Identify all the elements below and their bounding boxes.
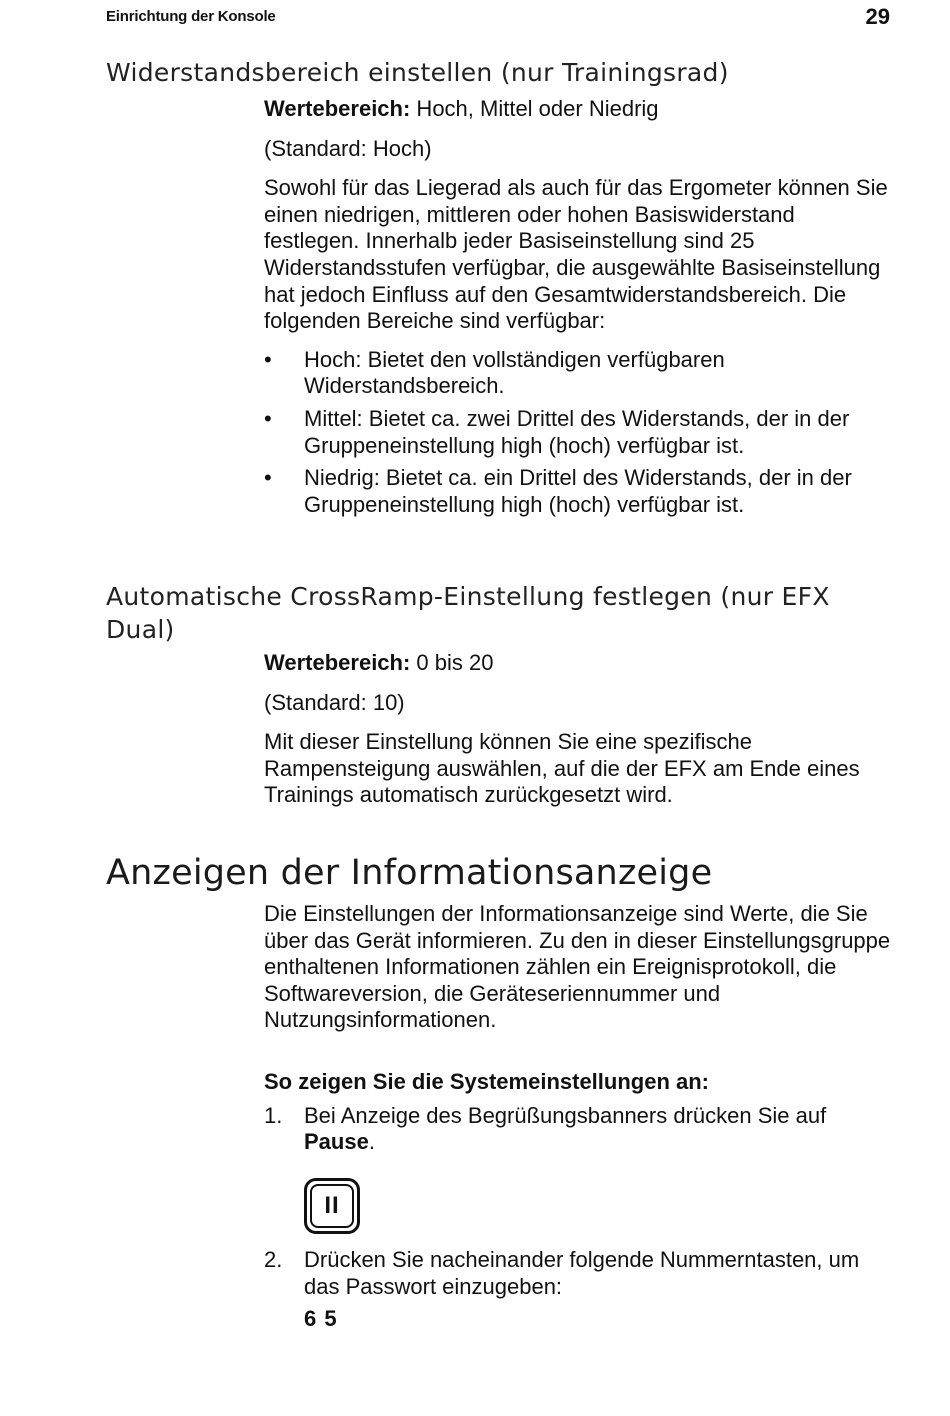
- pause-key-label: II: [310, 1184, 354, 1228]
- step-item: [264, 1247, 894, 1300]
- info-heading: Anzeigen der Informationsanzeige: [106, 853, 713, 893]
- crossramp-default: (Standard: 10): [264, 689, 405, 715]
- bullet-text-low: Niedrig: Bietet ca. ein Drittel des Widerstands, der in der Gruppeneinstellung high (hoch) verfügbar ist.: [304, 465, 852, 517]
- step-emphasis: Pause: [304, 1129, 369, 1155]
- page-number: 29: [865, 4, 890, 29]
- resistance-range: [264, 96, 894, 123]
- info-body: Die Einstellungen der Informationsanzeige sind Werte, die Sie über das Gerät informieren. Zu den in dieser Einstellungsgruppe enthaltenen Informationen zählen ein Ereignisprotokoll, die Softwareversion, die Geräteseriennummer und Nutzungsinformationen.: [264, 901, 891, 1033]
- step-text: Drücken Sie nacheinander folgende Nummerntasten, um das Passwort einzugeben:: [304, 1247, 860, 1299]
- step-suffix: .: [368, 1129, 375, 1155]
- pause-key-icon: [304, 1178, 360, 1234]
- bullet-text-high: Hoch: Bietet den vollständigen verfügbaren Widerstandsbereich.: [304, 346, 725, 399]
- running-head: Einrichtung der Konsole: [106, 8, 276, 25]
- range-label: Wertebereich:: [264, 650, 411, 675]
- step-number: 1.: [264, 1102, 283, 1128]
- procedure-steps: [264, 1103, 894, 1156]
- bullet-icon: •: [264, 346, 272, 372]
- crossramp-block: [264, 650, 894, 809]
- step-text: Bei Anzeige des Begrüßungsbanners drücken Sie auf: [304, 1102, 827, 1128]
- list-item: [264, 406, 894, 459]
- password-sequence: 6 5: [304, 1306, 338, 1332]
- resistance-heading: Widerstandsbereich einstellen (nur Trainingsrad): [106, 58, 729, 87]
- crossramp-range: [264, 650, 894, 677]
- range-label: Wertebereich:: [264, 96, 411, 121]
- procedure-steps-continued: [264, 1247, 894, 1300]
- resistance-body: Sowohl für das Liegerad als auch für das Ergometer können Sie einen niedrigen, mittleren oder hohen Basiswiderstand festlegen. Innerhalb jeder Basiseinstellung sind 25 Widerstandsstufen verfügbar, die ausgewählte Basiseinstellung hat jedoch Einfluss auf den Gesamtwiderstandsbereich. Die folgenden Bereiche sind verfügbar:: [264, 175, 888, 334]
- procedure-title: So zeigen Sie die Systemeinstellungen an:: [264, 1068, 710, 1094]
- range-value: 0 bis 20: [410, 650, 494, 675]
- info-block-continued: [264, 1247, 894, 1333]
- list-item: [264, 347, 894, 400]
- resistance-default: (Standard: Hoch): [264, 135, 432, 161]
- bullet-icon: •: [264, 405, 272, 431]
- bullet-icon: •: [264, 465, 272, 491]
- crossramp-heading: Automatische CrossRamp-Einstellung festlegen (nur EFX Dual): [106, 582, 830, 644]
- step-number: 2.: [264, 1247, 283, 1272]
- step-item: [264, 1103, 894, 1156]
- bullet-text-medium: Mittel: Bietet ca. zwei Drittel des Widerstands, der in der Gruppeneinstellung high (hoch) verfügbar ist.: [304, 405, 850, 458]
- crossramp-body: Mit dieser Einstellung können Sie eine spezifische Rampensteigung auswählen, auf die der EFX am Ende eines Trainings automatisch zurückgesetzt wird.: [264, 729, 860, 808]
- info-block: [264, 901, 894, 1156]
- list-item: [264, 465, 894, 518]
- resistance-block: [264, 96, 894, 524]
- range-value: Hoch, Mittel oder Niedrig: [410, 96, 659, 121]
- resistance-bullet-list: [264, 347, 894, 519]
